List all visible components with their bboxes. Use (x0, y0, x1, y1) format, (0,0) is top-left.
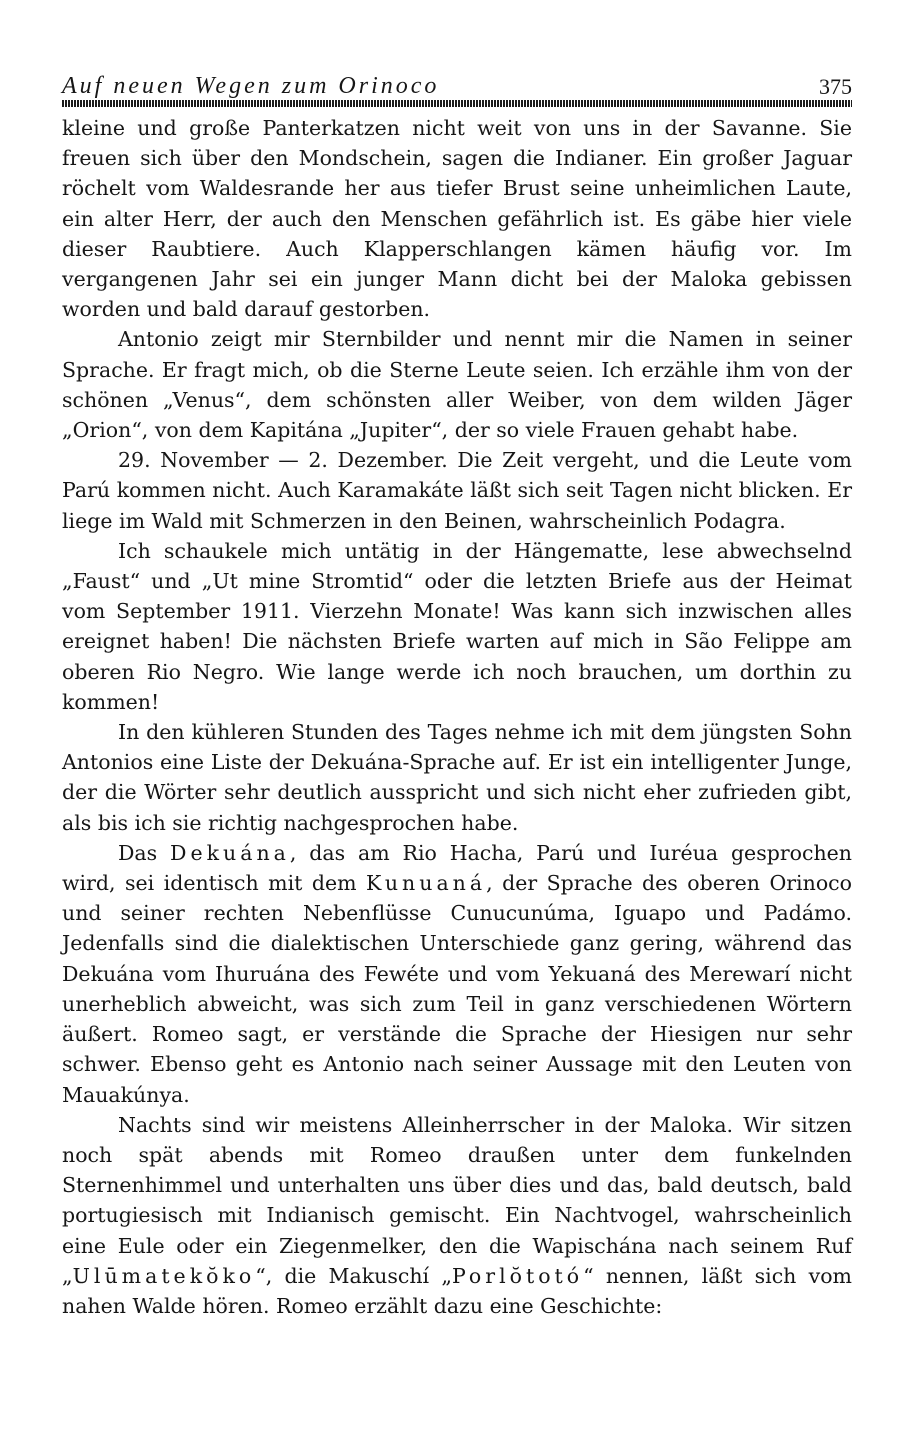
paragraph-1: kleine und große Panterkatzen nicht weit von uns in der Savanne. Sie freuen sich über den Mondschein, sagen die Indianer. Ein großer Jaguar röchelt vom Waldesrande her aus tiefer Brust seine unheimlichen Laute, ein alter Herr, der auch den Menschen gefährlich ist. Es gäbe hier viele dieser Raubtiere. Auch Klapperschlangen kämen häufig vor. Im vergangenen Jahr sei ein junger Mann dicht bei der Maloka gebissen worden und bald darauf gestorben. (62, 116, 852, 322)
paragraph-7-part-a: Nachts sind wir meistens Alleinherrscher in der Maloka. Wir sitzen noch spät abends mit Romeo draußen unter dem funkelnden Sternenhimmel und unterhalten uns über dies und das, bald deutsch, bald portugiesisch mit Indianisch gemischt. Ein Nachtvogel, wahrscheinlich eine Eule oder ein Ziegenmelker, den die Wapischána nach seinem Ruf „ (62, 1112, 852, 1288)
header-rule (62, 100, 852, 107)
page-number: 375 (819, 74, 852, 99)
body-text (62, 113, 852, 1321)
paragraph-5: In den kühleren Stunden des Tages nehme ich mit dem jüngsten Sohn Antonios eine Liste der Dekuána-Sprache auf. Er ist ein intelligenter Junge, der die Wörter sehr deutlich ausspricht und sich nicht eher zufrieden gibt, als bis ich sie richtig nachgesprochen habe. (62, 720, 852, 835)
term-ulumatekoko: Ulūmatekŏko (72, 1263, 256, 1288)
term-kunuana: Kunuaná (365, 871, 487, 896)
paragraph-7-part-c: “, die Makuschí „ (255, 1263, 452, 1288)
paragraph-6-part-a: Das (118, 840, 171, 865)
paragraph-7-part-e: “ nennen, läßt sich vom nahen Walde hören. Romeo erzählt dazu eine Geschichte: (62, 1263, 852, 1318)
paragraph-6-part-c: , das am Rio Hacha, Parú und Iuréua gesprochen wird, sei identisch mit dem (62, 840, 852, 896)
paragraph-6 (62, 838, 852, 1110)
term-porlototo: Porlŏtotó (451, 1263, 584, 1288)
paragraph-4: Ich schaukele mich untätig in der Hängematte, lese abwechselnd „Faust“ und „Ut mine Stromtid“ oder die letzten Briefe aus der Heimat vom September 1911. Vierzehn Monate! Was kann sich inzwischen alles ereignet haben! Die nächsten Briefe warten auf mich in São Felippe am oberen Rio Negro. Wie lange werde ich noch brauchen, um dorthin zu kommen! (62, 538, 852, 714)
paragraph-2: Antonio zeigt mir Sternbilder und nennt mir die Namen in seiner Sprache. Er fragt mich, ob die Sterne Leute seien. Ich erzähle ihm von der schönen „Venus“, dem schönsten aller Weiber, von dem wilden Jäger „Orion“, von dem Kapitána „Jupiter“, der so viele Frauen gehabt habe. (62, 327, 852, 443)
paragraph-3: 29. November — 2. Dezember. Die Zeit vergeht, und die Leute vom Parú kommen nicht. Auch Karamakáte läßt sich seit Tagen nicht blicken. Er liege im Wald mit Schmerzen in den Beinen, wahrscheinlich Podagra. (62, 448, 852, 533)
running-head (62, 72, 852, 100)
paragraph-7 (62, 1110, 852, 1321)
paragraph-6-part-e: , der Sprache des oberen Orinoco und seiner rechten Nebenflüsse Cunucunúma, Iguapo und Padámo. Jedenfalls sind die dialektischen Unterschiede ganz gering, während das Dekuána vom Ihuruána des Fewéte und vom Yekuaná des Merewarí nicht unerheblich abweicht, was sich zum Teil in ganz verschiedenen Wörtern äußert. Romeo sagt, er verstände die Sprache der Hiesigen nur sehr schwer. Ebenso geht es Antonio nach seiner Aussage mit den Leuten von Mauakúnya. (62, 871, 852, 1107)
term-dekuana: Dekuána (170, 840, 290, 865)
running-title: Auf neuen Wegen zum Orinoco (62, 73, 440, 99)
